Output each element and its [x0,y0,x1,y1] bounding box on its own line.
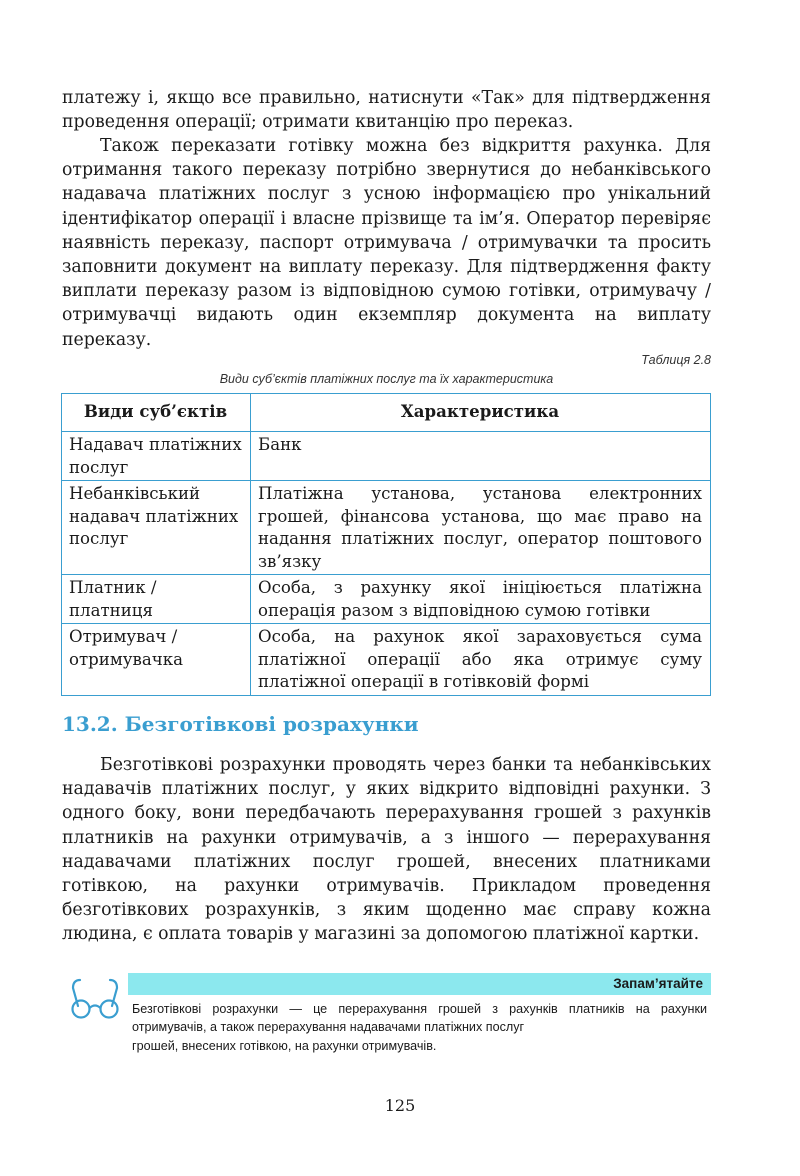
subjects-table [61,393,711,696]
table-number: Таблиця 2.8 [641,353,711,367]
table-cell-characteristic: Банк [251,432,711,481]
table-header-row [62,394,711,432]
table-row [62,432,711,481]
paragraph-text: Також переказати готівку можна без відкриття рахунка. Для отримання такого переказу потрібно звернутися до небанківського надавача платіжних послуг з усною інформацією про унікальний ідентифікатор операції і власне прізвище та ім’я. Оператор перевіряє наявність переказу, паспорт отримувача / отримувачки та просить заповнити документ на виплату переказу. Для підтвердження факту виплати переказу разом із відповідною сумою готівки, отримувачу / отримувачці видають один екземпляр документа на виплату переказу. [62,136,711,350]
table-cell-characteristic: Особа, з рахунку якої ініціюється платіжна операція разом з відповідною сумою готівки [251,575,711,624]
remember-text-last: грошей, внесених готівкою, на рахунки отримувачів. [132,1038,437,1053]
paragraph-intro [62,86,711,134]
glasses-icon [68,976,122,1020]
table-cell-characteristic: Платіжна установа, установа електронних грошей, фінансова установа, що має право на надання платіжних послуг, оператор поштового зв’язку [251,481,711,575]
table-cell-subject: Платник / платниця [62,575,251,624]
remember-definition [132,1000,707,1055]
table-header-characteristic: Характеристика [251,394,711,432]
table-cell-characteristic: Особа, на рахунок якої зараховується сума платіжної операції або яка отримує суму платіжної операції в готівковій формі [251,624,711,696]
table-cell-subject: Небанківський надавач платіжних послуг [62,481,251,575]
remember-label: Запам’ятайте [613,976,703,991]
remember-text-main: Безготівкові розрахунки — це перерахування грошей з рахунків платників на рахунки отримувачів, а також перерахування надавачами платіжних послуг [132,1002,707,1035]
table-header-subjects: Види суб’єктів [62,394,251,432]
table-cell-subject: Надавач платіжних послуг [62,432,251,481]
remember-banner [128,973,711,995]
table-row [62,575,711,624]
table-title: Види суб’єктів платіжних послуг та їх характеристика [219,372,554,386]
table-row [62,481,711,575]
paragraph-cash-transfer [62,134,711,352]
table-cell-subject: Отримувач / отримувачка [62,624,251,696]
paragraph-text: платежу і, якщо все правильно, натиснути «Так» для підтвердження проведення операції; отримати квитанцію про переказ. [62,88,711,133]
page-number: 125 [384,1096,416,1115]
paragraph-text: Безготівкові розрахунки проводять через банки та небанківських надавачів платіжних послуг, у яких відкрито відповідні рахунки. З одного боку, вони передбачають перерахування грошей з рахунків платників на рахунки отримувачів, а з іншого — перерахування надавачами платіжних послуг грошей, внесених платниками готівкою, на рахунки отримувачів. Прикладом проведення безготівкових розрахунків, з яким щоденно має справу кожна людина, є оплата товарів у магазині за допомогою платіжної картки. [62,755,711,945]
section-heading: 13.2. Безготівкові розрахунки [62,712,419,736]
paragraph-cashless [62,753,711,947]
table-row [62,624,711,696]
